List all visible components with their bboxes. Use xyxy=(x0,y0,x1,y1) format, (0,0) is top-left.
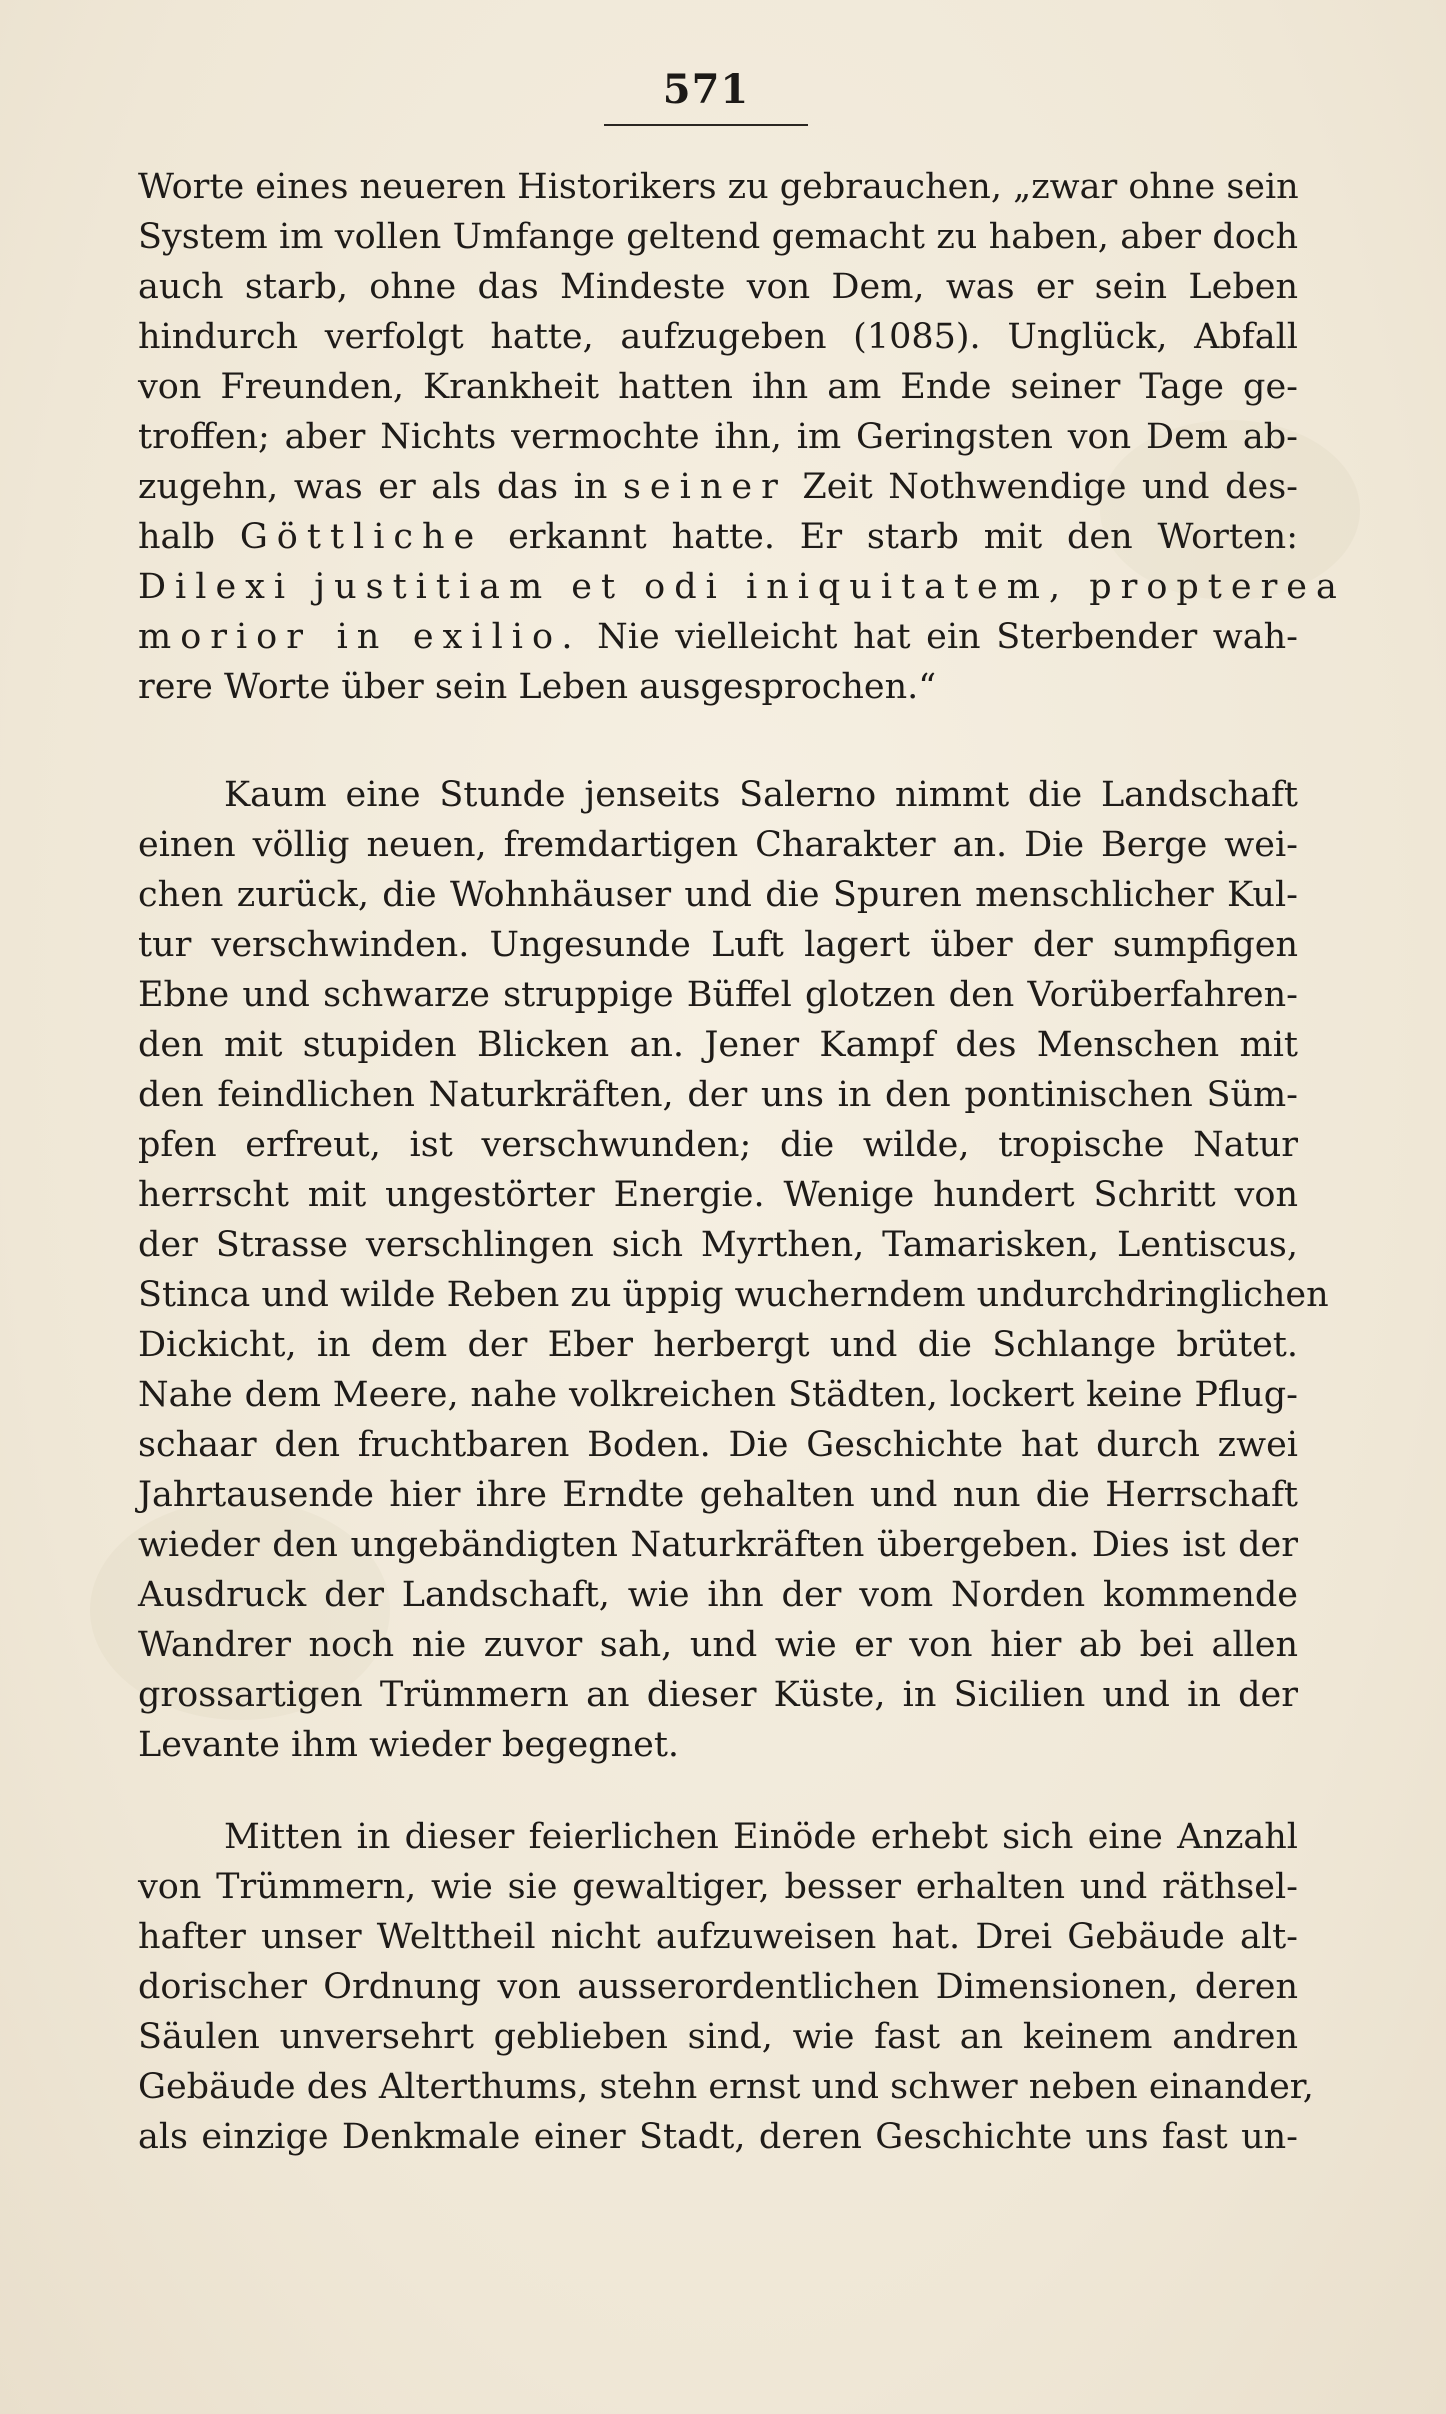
text-line: Mitten in dieser feierlichen Einöde erhebt sich eine Anzahl xyxy=(224,1817,1298,1857)
text-line: auch starb, ohne das Mindeste von Dem, was er sein Leben xyxy=(138,267,1298,307)
text-segment: erkannt hatte. Er starb mit den Worten: xyxy=(483,517,1298,557)
text-line xyxy=(138,512,1298,562)
text-line: Wandrer noch nie zuvor sah, und wie er von hier ab bei allen xyxy=(138,1625,1298,1665)
text-line xyxy=(138,462,1298,512)
text-line: einen völlig neuen, fremdartigen Charakter an. Die Berge wei- xyxy=(138,825,1298,865)
text-line: von Trümmern, wie sie gewaltiger, besser erhalten und räthsel- xyxy=(138,1867,1298,1907)
text-line: rere Worte über sein Leben ausgesprochen.“ xyxy=(138,667,937,707)
text-line: Säulen unversehrt geblieben sind, wie fast an keinem andren xyxy=(138,2017,1298,2057)
paragraph-1 xyxy=(138,162,1346,712)
text-line: grossartigen Trümmern an dieser Küste, in Sicilien und in der xyxy=(138,1675,1298,1715)
page-number: 571 xyxy=(662,66,750,113)
text-line: troffen; aber Nichts vermochte ihn, im Geringsten von Dem ab- xyxy=(138,417,1298,457)
latin-quote-text: morior in exilio. xyxy=(138,617,582,657)
text-segment: Zeit Nothwendige und des- xyxy=(786,467,1299,507)
text-line: den feindlichen Naturkräften, der uns in den pontinischen Süm- xyxy=(138,1075,1298,1115)
text-line: Nahe dem Meere, nahe volkreichen Städten, lockert keine Pflug- xyxy=(138,1375,1298,1415)
text-line: wieder den ungebändigten Naturkräften übergeben. Dies ist der xyxy=(138,1525,1298,1565)
text-line: Gebäude des Alterthums, stehn ernst und schwer neben einander, xyxy=(138,2067,1314,2107)
text-line: hindurch verfolgt hatte, aufzugeben (1085). Unglück, Abfall xyxy=(138,317,1298,357)
text-line: schaar den fruchtbaren Boden. Die Geschichte hat durch zwei xyxy=(138,1425,1298,1465)
text-line: dorischer Ordnung von ausserordentlichen Dimensionen, deren xyxy=(138,1967,1298,2007)
paragraph-3 xyxy=(138,1812,1314,2162)
text-line: als einzige Denkmale einer Stadt, deren Geschichte uns fast un- xyxy=(138,2117,1298,2157)
text-line: System im vollen Umfange geltend gemacht zu haben, aber doch xyxy=(138,217,1298,257)
text-line: Ebne und schwarze struppige Büffel glotzen den Vorüberfahren- xyxy=(138,975,1298,1015)
text-line: Ausdruck der Landschaft, wie ihn der vom Norden kommende xyxy=(138,1575,1298,1615)
text-line: von Freunden, Krankheit hatten ihn am Ende seiner Tage ge- xyxy=(138,367,1298,407)
spaced-text: Göttliche xyxy=(239,517,484,557)
header-rule xyxy=(604,124,808,126)
text-line: pfen erfreut, ist verschwunden; die wilde, tropische Natur xyxy=(138,1125,1298,1165)
page-header xyxy=(604,66,808,114)
text-line: Jahrtausende hier ihre Erndte gehalten und nun die Herrschaft xyxy=(138,1475,1298,1515)
text-line: tur verschwinden. Ungesunde Luft lagert über der sumpfigen xyxy=(138,925,1298,965)
text-line: Worte eines neueren Historikers zu gebrauchen, „zwar ohne sein xyxy=(138,167,1299,207)
text-segment: Nie vielleicht hat ein Sterbender wah- xyxy=(581,617,1298,657)
text-line: Kaum eine Stunde jenseits Salerno nimmt die Landschaft xyxy=(224,775,1298,815)
text-line: Stinca und wilde Reben zu üppig wucherndem undurchdringlichen xyxy=(138,1275,1329,1315)
text-line xyxy=(138,612,1298,662)
spaced-text: seiner xyxy=(622,467,787,507)
text-line: Levante ihm wieder begegnet. xyxy=(138,1725,680,1765)
text-segment: zugehn, was er als das in xyxy=(138,467,623,507)
text-line: Dickicht, in dem der Eber herbergt und die Schlange brütet. xyxy=(138,1325,1298,1365)
paragraph-2 xyxy=(138,770,1329,1770)
text-line: chen zurück, die Wohnhäuser und die Spuren menschlicher Kul- xyxy=(138,875,1298,915)
text-line: der Strasse verschlingen sich Myrthen, Tamarisken, Lentiscus, xyxy=(138,1225,1298,1265)
text-line: den mit stupiden Blicken an. Jener Kampf des Menschen mit xyxy=(138,1025,1298,1065)
text-line: herrscht mit ungestörter Energie. Wenige hundert Schritt von xyxy=(138,1175,1298,1215)
text-segment: halb xyxy=(138,517,240,557)
text-line: hafter unser Welttheil nicht aufzuweisen hat. Drei Gebäude alt- xyxy=(138,1917,1298,1957)
latin-quote-line: Dilexi justitiam et odi iniquitatem, propterea xyxy=(138,567,1346,607)
